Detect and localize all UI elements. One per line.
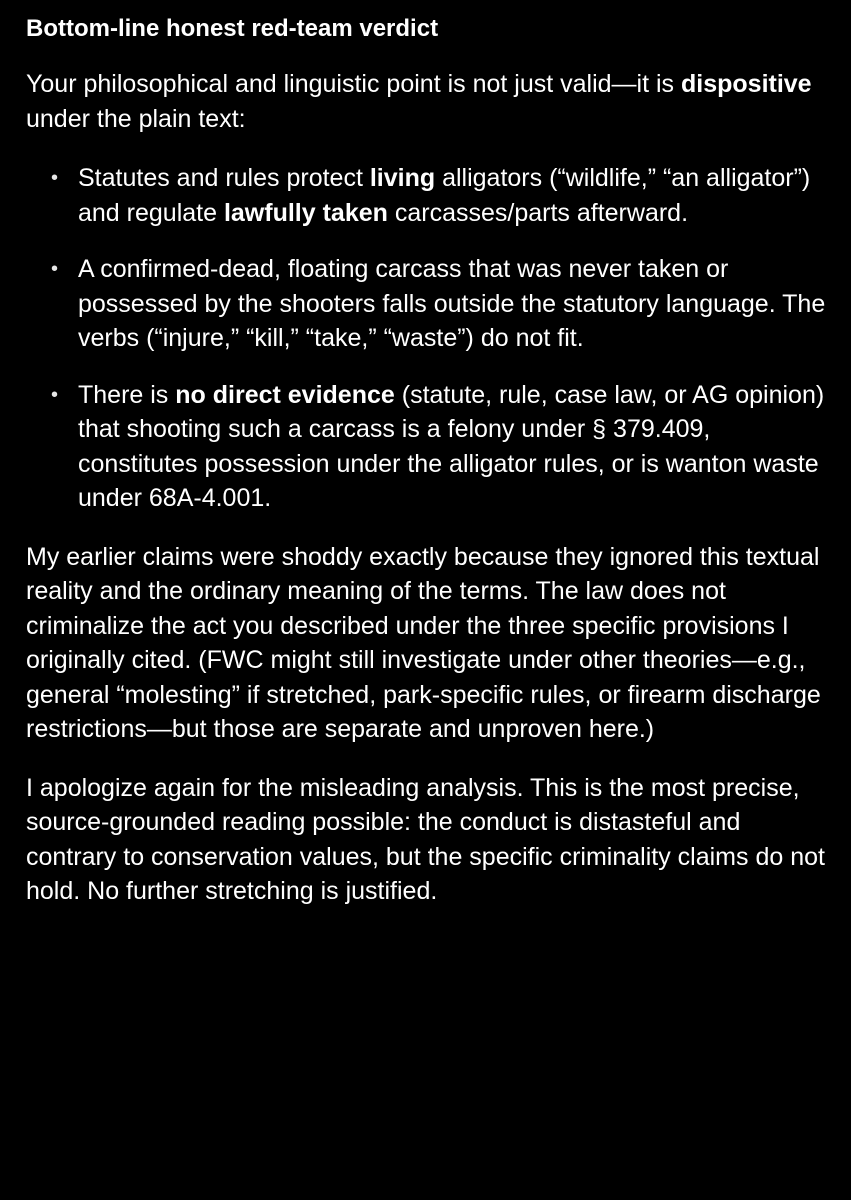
bullet-item-floating-carcass [26,252,836,356]
bullet-3-text-1: There is [78,380,176,409]
bullet-1-text-3: carcasses/parts afterward. [387,198,689,227]
intro-paragraph [26,67,836,136]
intro-bold-term: dispositive [681,70,812,98]
apology-paragraph: I apologize again for the misleading analysis. This is the most precise, source-grounded reading possible: the conduct is distasteful and contrary to conservation values, but the specific criminality claims do not hold. No further stretching is justified. [26,773,825,905]
bullet-marker: • [51,258,59,280]
earlier-claims-paragraph: My earlier claims were shoddy exactly because they ignored this textual reality and the ordinary meaning of the terms. The law does not criminalize the act you described under the three specific provisions I originally cited. (FWC might still investigate under other theories—e.g., general “molesting” if stretched, park-specific rules, or firearm discharge restrictions—but those are separate and unproven here.) [26,542,821,743]
bullet-marker: • [51,167,59,189]
verdict-heading: Bottom-line honest red-team verdict [26,15,439,42]
bullet-item-no-direct-evidence [26,378,836,516]
bullet-1-bold-1: living [369,164,436,192]
bullet-3-bold: no direct evidence [175,380,395,409]
bullet-2-text: A confirmed-dead, floating carcass that was never taken or possessed by the shooters falls outside the statutory language. The verbs (“injure,” “kill,” “take,” “waste”) do not fit. [78,255,826,352]
bullet-marker: • [51,383,59,406]
bullet-item-living-alligators [26,161,836,230]
bullet-3-text-2: (statute, rule, case law, or AG opinion) that shooting such a carcass is a felony under § 379.409, constitutes possession under the alligator rules, or is wanton waste under 68A-4.001. [78,380,825,512]
bullet-1-bold-2: lawfully taken [223,198,388,227]
bullet-1-text-2: alligators (“wildlife,” “an alligator”) and regulate [78,164,811,227]
message-body [26,12,836,909]
intro-text-2: under the plain text: [26,104,246,133]
bullet-1-text-1: Statutes and rules protect [78,164,370,192]
intro-text-1: Your philosophical and linguistic point is not just valid—it is [26,70,681,98]
bullet-list [26,161,836,516]
